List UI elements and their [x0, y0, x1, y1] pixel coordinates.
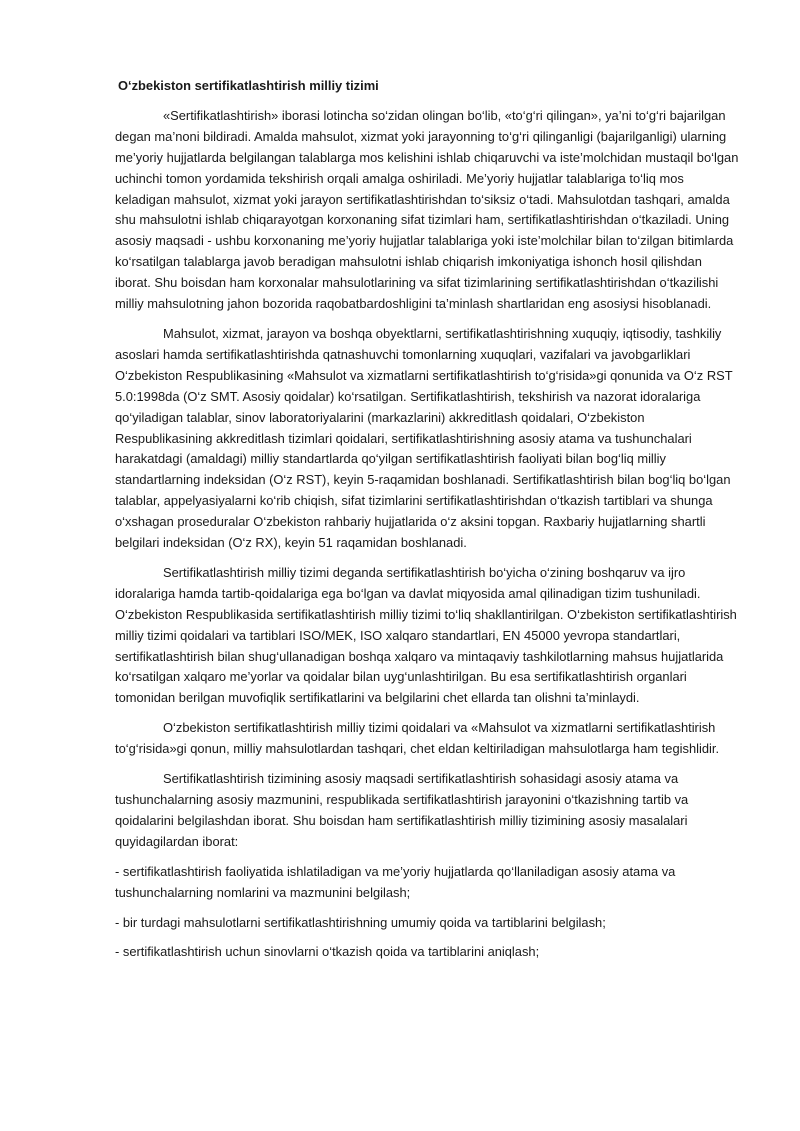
- paragraph: Sertifikatlashtirish milliy tizimi deganda sertifikatlashtirish bo‘yicha o‘zining boshqaruv va ijro idoralariga hamda tartib-qoidalariga ega bo‘lgan va davlat miqyosida amal qilinadigan tizim tushuniladi. O‘zbekiston Respublikasida sertifikatlashtirish milliy tizimi to‘liq shakllantirilgan. O‘zbekiston sertifikatlashtirish milliy tizimi qoidalari va tartiblari ISO/MEK, ISO xalqaro standartlari, EN 45000 yevropa standartlari, sertifikatlashtirish bilan shug‘ullanadigan boshqa xalqaro va mintaqaviy tashkilotlarning mahsus hujjatlarida ko‘rsatilgan xalqaro me’yorlar va qoidalar bilan uyg‘unlashtirilgan. Bu esa sertifikatlashtirish organlari tomonidan berilgan muvofiqlik sertifikatlarini va belgilarini chet ellarda tan olishni ta’minlaydi.: [115, 564, 737, 706]
- list-item: - sertifikatlashtirish uchun sinovlarni o‘tkazish qoida va tartiblarini aniqlash;: [115, 944, 540, 960]
- list-item: - bir turdagi mahsulotlarni sertifikatlashtirishning umumiy qoida va tartiblarini belgilash;: [115, 914, 606, 930]
- list-item: - sertifikatlashtirish faoliyatida ishlatiladigan va me’yoriy hujjatlarda qo‘llaniladigan asosiy atama va tushunchalarning nomlarini va mazmunini belgilash;: [115, 863, 676, 900]
- document-title: O‘zbekiston sertifikatlashtirish milliy tizimi: [118, 78, 379, 93]
- paragraph: Sertifikatlashtirish tizimining asosiy maqsadi sertifikatlashtirish sohasidagi asosiy atama va tushunchalarning asosiy mazmunini, respublikada sertifikatlashtirish jarayonini o‘tkazishning tartib va qoidalarini belgilashdan iborat. Shu boisdan ham sertifikatlashtirish milliy tizimining asosiy masalalari quyidagilardan iborat:: [115, 771, 689, 849]
- paragraph: O‘zbekiston sertifikatlashtirish milliy tizimi qoidalari va «Mahsulot va xizmatlarni sertifikatlashtirish to‘g‘risida»gi qonun, milliy mahsulotlardan tashqari, chet eldan keltiriladigan mahsulotlarga ham tegishlidir.: [115, 720, 720, 757]
- document-page: [115, 76, 741, 972]
- paragraph: Mahsulot, xizmat, jarayon va boshqa obyektlarni, sertifikatlashtirishning xuquqiy, iqtisodiy, tashkiliy asoslari hamda sertifikatlashtirishda qatnashuvchi tomonlarning xuquqlari, vazifalari va javobgarliklari O‘zbekiston Respublikasining «Mahsulot va xizmatlarni sertifikatlashtirish to‘g‘risida»gi qonunida va O‘z RST 5.0:1998da (O‘z SMT. Asosiy qoidalar) ko‘rsatilgan. Sertifikatlashtirish, tekshirish va nazorat idoralariga qo‘yiladigan talablar, sinov laboratoriyalarini (markazlarini) akkreditlash qoidalari, O‘zbekiston Respublikasining akkreditlash tizimlari qoidalari, sertifikatlashtirishning asosiy atama va tushunchalari harakatdagi (amaldagi) milliy standartlarda qo‘yilgan sertifikatlashtirish faoliyati bilan bog‘liq milliy standartlarning indeksidan (O‘z RST), keyin 5-raqamidan boshlanadi. Sertifikatlashtirish bilan bog‘liq bo‘lgan talablar, appelyasiyalarni ko‘rib chiqish, sifat tizimlarini sertifikatlashtirishdan o‘tkazish tartiblari va shunga o‘xshagan proseduralar O‘zbekiston rahbariy hujjatlarida o‘z aksini topgan. Raxbariy hujjatlarning shartli belgilari indeksidan (O‘z RX), keyin 51 raqamidan boshlanadi.: [115, 325, 733, 551]
- paragraph: «Sertifikatlashtirish» iborasi lotincha so‘zidan olingan bo‘lib, «to‘g‘ri qilingan», ya’ni to‘g‘ri bajarilgan degan ma’noni bildiradi. Amalda mahsulot, xizmat yoki jarayonning to‘g‘ri qilinganligi (bajarilganligi) ularning me’yoriy hujjatlarda belgilangan talablarga mos kelishini ishlab chiqaruvchi va iste’molchidan mustaqil bo‘lgan uchinchi tomon yordamida tekshirish orqali amalga oshiriladi. Me’yoriy hujjatlar talablariga to‘liq mos keladigan mahsulot, xizmat yoki jarayon sertifikatlashtirishdan to‘siksiz o‘tadi. Mahsulotdan tashqari, amalda shu mahsulotni ishlab chiqarayotgan korxonaning sifat tizimlari ham, sertifikatlashtirishdan o‘tkaziladi. Uning asosiy maqsadi - ushbu korxonaning me’yoriy hujjatlar talablariga yoki iste’molchilar bilan to‘zilgan bitimlarda ko‘rsatilgan talablarga javob beradigan mahsulotni ishlab chiqarish imkoniyatiga ishonch hosil qilishdan iborat. Shu boisdan ham korxonalar mahsulotlarining va sifat tizimlarining sertifikatlashtirishdan o‘tkazilishi milliy mahsulotning jahon bozorida raqobatbardoshligini ta’minlash shartlaridan eng asosiysi hisoblanadi.: [115, 107, 739, 312]
